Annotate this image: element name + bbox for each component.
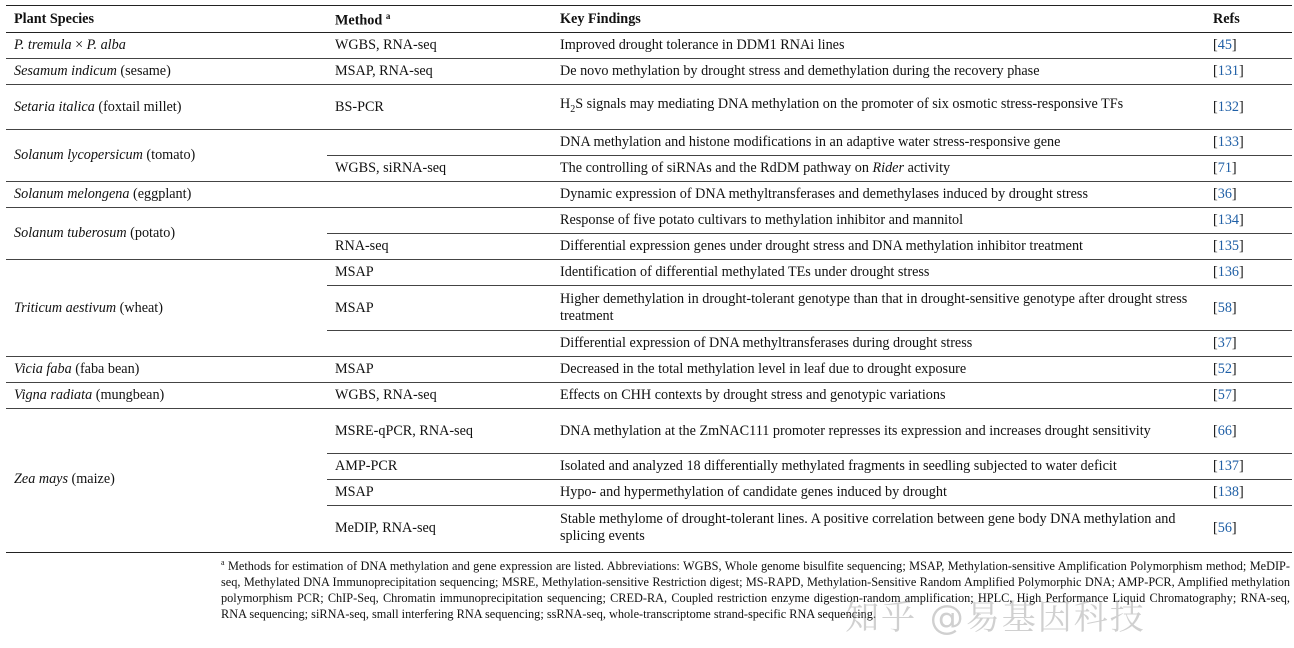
ref-link[interactable]: 132: [1217, 98, 1240, 115]
table-footnote: $^a$ Methods for estimation of DNA methylation and gene expression are listed. Abbreviations: WGBS, Whole genome bisulfite sequencing; MSAP, Methylation-sensitive Amplification Polymorphism method; MeDIP-seq, Methylated DNA Immunoprecipitation sequencing; MSRE, Methylation-sensitive Restriction digest; MS-RAPD, Methylation-Sensitive Random Amplified Polymorphic DNA; AMP-PCR, Amplified methylation polymorphism PCR; ChIP-Seq, Chromatin immunoprecipitation sequencing; CRED-RA, Coupled restriction enzyme digestion-random amplification; HPLC, High Performance Liquid Chromatography; RNA-seq, RNA sequencing; siRNA-seq, small interfering RNA sequencing; ssRNA-seq, whole-transcriptome strand-specific RNA sequencing.: [221, 557, 1290, 621]
ref-link[interactable]: 45: [1217, 37, 1232, 53]
ref-link[interactable]: 56: [1217, 519, 1232, 536]
ref-link[interactable]: 136: [1217, 264, 1240, 280]
ref-link[interactable]: 135: [1217, 238, 1240, 254]
header-findings: Key Findings: [552, 6, 1205, 33]
ref-link[interactable]: 52: [1217, 361, 1232, 377]
finding-cell: Response of five potato cultivars to methylation inhibitor and mannitol: [552, 208, 1205, 234]
ref-cell: [133]: [1205, 130, 1292, 156]
table-row: [6, 260, 1292, 286]
species-cell: Vicia faba (faba bean): [6, 357, 327, 383]
finding-cell: Differential expression of DNA methyltransferases during drought stress: [552, 331, 1205, 357]
ref-cell: [58]: [1205, 286, 1292, 331]
ref-cell: [45]: [1213, 37, 1237, 53]
species-cell: Zea mays (maize): [6, 409, 327, 551]
finding-cell: DNA methylation and histone modifications in an adaptive water stress-responsive gene: [552, 130, 1205, 156]
ref-cell: [137]: [1205, 454, 1292, 480]
method-cell: AMP-PCR: [327, 454, 552, 480]
species-cell: Solanum lycopersicum (tomato): [6, 130, 327, 182]
method-cell: WGBS, RNA-seq: [335, 37, 437, 53]
species-cell: Triticum aestivum (wheat): [6, 260, 327, 357]
finding-cell: Decreased in the total methylation level in leaf due to drought exposure: [552, 357, 1205, 383]
table-row: [6, 59, 1292, 85]
method-cell: MSAP: [327, 286, 552, 331]
species-cell: Setaria italica (foxtail millet): [6, 85, 327, 130]
method-cell: WGBS, RNA-seq: [327, 383, 552, 409]
ref-link[interactable]: 134: [1217, 212, 1240, 228]
method-cell: [327, 182, 552, 208]
ref-cell: [52]: [1205, 357, 1292, 383]
method-cell: MSAP: [327, 357, 552, 383]
method-cell: WGBS, siRNA-seq: [327, 156, 552, 182]
header-method: Method $^a$: [327, 6, 552, 33]
ref-link[interactable]: 37: [1217, 335, 1232, 351]
table-row: [6, 409, 1292, 454]
ref-cell: [66]: [1205, 409, 1292, 454]
finding-cell: Improved drought tolerance in DDM1 RNAi lines: [560, 37, 845, 53]
methylation-table: [6, 6, 1292, 551]
finding-cell: Stable methylome of drought-tolerant lines. A positive correlation between gene body DNA methylation and splicing events: [552, 506, 1205, 551]
table-row: [6, 208, 1292, 234]
table-row: [6, 130, 1292, 156]
table-row: [6, 182, 1292, 208]
ref-link[interactable]: 57: [1217, 387, 1232, 403]
finding-cell: Dynamic expression of DNA methyltransferases and demethylases induced by drought stress: [552, 182, 1205, 208]
finding-cell: Effects on CHH contexts by drought stress and genotypic variations: [552, 383, 1205, 409]
table-row: [6, 33, 1292, 59]
species-cell: Solanum melongena (eggplant): [6, 182, 327, 208]
ref-link[interactable]: 131: [1217, 63, 1240, 79]
ref-link[interactable]: 36: [1217, 186, 1232, 202]
ref-link[interactable]: 66: [1217, 422, 1232, 439]
finding-cell: Identification of differential methylated TEs under drought stress: [552, 260, 1205, 286]
method-cell: BS-PCR: [327, 85, 552, 130]
ref-cell: [37]: [1205, 331, 1292, 357]
table-row: [6, 85, 1292, 130]
method-cell: MSAP, RNA-seq: [327, 59, 552, 85]
ref-cell: [71]: [1205, 156, 1292, 182]
method-cell: MSAP: [327, 480, 552, 506]
species-cell: Vigna radiata (mungbean): [6, 383, 327, 409]
finding-cell: Isolated and analyzed 18 differentially methylated fragments in seedling subjected to water deficit: [552, 454, 1205, 480]
finding-cell: Differential expression genes under drought stress and DNA methylation inhibitor treatment: [552, 234, 1205, 260]
ref-cell: [36]: [1205, 182, 1292, 208]
ref-link[interactable]: 71: [1217, 160, 1232, 176]
ref-cell: [56]: [1205, 506, 1292, 551]
species-cell: Sesamum indicum (sesame): [6, 59, 327, 85]
finding-cell: Hypo- and hypermethylation of candidate genes induced by drought: [552, 480, 1205, 506]
method-cell: MSRE-qPCR, RNA-seq: [327, 409, 552, 454]
ref-cell: [134]: [1205, 208, 1292, 234]
watermark: 知乎 @易基因科技: [845, 598, 1146, 638]
method-cell: [327, 208, 552, 234]
method-cell: MeDIP, RNA-seq: [327, 506, 552, 551]
method-cell: [327, 130, 552, 156]
header-row: [6, 6, 1292, 33]
ref-cell: [57]: [1205, 383, 1292, 409]
method-cell: [327, 331, 552, 357]
finding-cell: $H_2S$ signals may mediating DNA methylation on the promoter of six osmotic stress-responsive TFs: [552, 85, 1205, 130]
ref-cell: [136]: [1205, 260, 1292, 286]
ref-cell: [131]: [1205, 59, 1292, 85]
method-cell: RNA-seq: [327, 234, 552, 260]
method-cell: MSAP: [327, 260, 552, 286]
ref-link[interactable]: 137: [1217, 458, 1240, 474]
table-bottom-rule: [6, 552, 1292, 553]
ref-cell: [132]: [1205, 85, 1292, 130]
finding-cell: DNA methylation at the ZmNAC111 promoter represses its expression and increases drought sensitivity: [552, 409, 1205, 454]
ref-link[interactable]: 133: [1217, 134, 1240, 150]
species-cell: Solanum tuberosum (potato): [6, 208, 327, 260]
ref-link[interactable]: 58: [1217, 299, 1232, 316]
finding-cell: Higher demethylation in drought-tolerant genotype than that in drought-sensitive genotype after drought stress treatment: [552, 286, 1205, 331]
finding-cell: The controlling of siRNAs and the RdDM pathway on Rider activity: [552, 156, 1205, 182]
table-row: [6, 357, 1292, 383]
finding-cell: De novo methylation by drought stress and demethylation during the recovery phase: [552, 59, 1205, 85]
species-cell: P. tremula × P. alba: [14, 37, 126, 53]
ref-link[interactable]: 138: [1217, 484, 1240, 500]
table-row: [6, 383, 1292, 409]
header-refs: Refs: [1205, 6, 1292, 33]
header-species: Plant Species: [6, 6, 327, 33]
ref-cell: [135]: [1205, 234, 1292, 260]
ref-cell: [138]: [1205, 480, 1292, 506]
